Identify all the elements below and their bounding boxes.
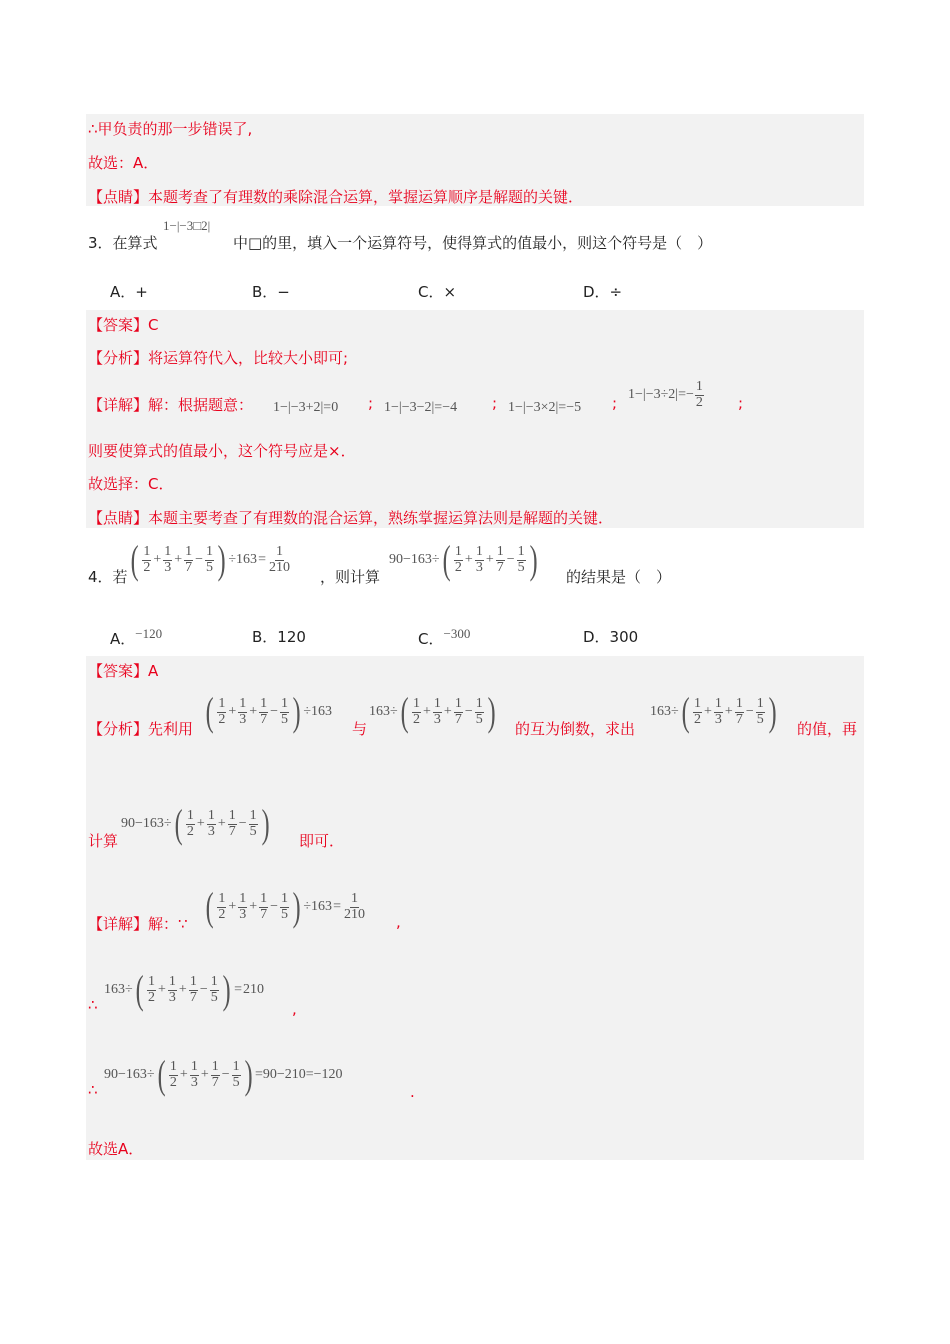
- q4-detail-prefix: 【详解】解：∵: [88, 915, 188, 933]
- q2-choice-line: 故选：A．: [88, 154, 159, 172]
- q3-detail-eq1: 1−|−3+2|=0: [273, 400, 339, 415]
- q4-stem-mid: ，则计算: [320, 568, 381, 586]
- q3-detail-eq2: 1−|−3−2|=−4: [384, 400, 458, 415]
- q4-stem-compute: 90−163÷ ( $\frac{1}{2}$ + $\frac{1}{3}$ + $\frac{1}{7}$ − $\frac{1}{5}$ ): [389, 537, 538, 582]
- q4-detail-therefore-1: ∴: [88, 996, 98, 1014]
- q3-comment: 【点睛】本题主要考查了有理数的混合运算，熟练掌握运算法则是解题的关键．: [88, 509, 614, 527]
- q4-answer: 【答案】A: [88, 662, 159, 680]
- q4-detail-therefore-2: ∴: [88, 1081, 98, 1099]
- q3-option-b[interactable]: B．−: [252, 283, 290, 301]
- q3-option-c[interactable]: C．×: [418, 283, 457, 301]
- q4-analysis-yu: 与: [352, 720, 368, 738]
- q3-option-d[interactable]: D．÷: [583, 283, 623, 301]
- q3-detail-eq3: 1−|−3×2|=−5: [508, 400, 582, 415]
- q3-semicolon-1: ;: [368, 394, 374, 412]
- q3-semicolon-2: ;: [492, 394, 498, 412]
- q4-detail-comma-2: ,: [292, 1000, 297, 1018]
- q3-stem-suffix: 中□的里，填入一个运算符号，使得算式的值最小，则这个符号是（ ）: [233, 234, 713, 252]
- q4-stem-prefix: 4．若: [88, 568, 128, 586]
- q3-stem-math: 1−|−3□2|: [163, 218, 211, 233]
- q4-analysis-prefix: 【分析】先利用: [88, 720, 194, 738]
- q3-option-a[interactable]: A．+: [110, 283, 148, 301]
- q4-detail-comma-1: ,: [396, 913, 401, 931]
- q3-detail-prefix: 【详解】解：根据题意：: [88, 396, 254, 414]
- q3-analysis: 【分析】将运算符代入，比较大小即可;: [88, 349, 349, 367]
- q4-analysis-end: 的值，再: [797, 720, 858, 738]
- q4-option-d[interactable]: D．300: [583, 628, 639, 646]
- q4-detail-given: ( $\frac{1}{2}$ + $\frac{1}{3}$ + $\frac{1}{7}$ − $\frac{1}{5}$ ) ÷163 = $\frac{1}{210}$: [205, 884, 365, 929]
- q4-option-b[interactable]: B．120: [252, 628, 306, 646]
- q4-option-a[interactable]: A．−120: [110, 626, 163, 648]
- q4-stem-suffix: 的结果是（ ）: [566, 568, 672, 586]
- q3-conclusion: 则要使算式的值最小，这个符号应是×．: [88, 442, 356, 460]
- q4-stem-given: ( $\frac{1}{2}$ + $\frac{1}{3}$ + $\frac{1}{7}$ − $\frac{1}{5}$ ) ÷163 = $\frac{1}{210}$: [130, 537, 290, 582]
- solution-block-q3: [86, 310, 864, 528]
- q4-choose: 故选A．: [88, 1140, 144, 1158]
- q4-analysis-mid: 的互为倒数，求出: [515, 720, 636, 738]
- q4-option-c[interactable]: C．−300: [418, 626, 471, 648]
- q3-stem-prefix: 3．在算式: [88, 234, 158, 252]
- q3-answer: 【答案】C: [88, 316, 159, 334]
- q4-detail-step3: 90−163÷ ( $\frac{1}{2}$ + $\frac{1}{3}$ + $\frac{1}{7}$ − $\frac{1}{5}$ ) =90−210=−120: [104, 1052, 343, 1097]
- q3-semicolon-3: ;: [612, 394, 618, 412]
- q4-detail-step2: 163÷ ( $\frac{1}{2}$ + $\frac{1}{3}$ + $\frac{1}{7}$ − $\frac{1}{5}$ ) = 210: [104, 967, 264, 1012]
- q4-analysis-line2-prefix: 计算: [88, 832, 119, 850]
- q4-analysis-expr3: 163÷ ( $\frac{1}{2}$ + $\frac{1}{3}$ + $\frac{1}{7}$ − $\frac{1}{5}$ ): [650, 689, 777, 734]
- q3-detail-eq4: 1−|−3÷2|=− $\frac{1}{2}$: [628, 379, 703, 410]
- q4-analysis-line2-suffix: 即可．: [299, 832, 345, 850]
- q4-analysis-expr2: 163÷ ( $\frac{1}{2}$ + $\frac{1}{3}$ + $\frac{1}{7}$ − $\frac{1}{5}$ ): [369, 689, 496, 734]
- q4-analysis-expr1: ( $\frac{1}{2}$ + $\frac{1}{3}$ + $\frac{1}{7}$ − $\frac{1}{5}$ ) ÷163: [205, 689, 333, 734]
- q3-semicolon-4: ;: [738, 394, 744, 412]
- q3-choose: 故选择：C．: [88, 475, 174, 493]
- q4-analysis-expr4: 90−163÷ ( $\frac{1}{2}$ + $\frac{1}{3}$ + $\frac{1}{7}$ − $\frac{1}{5}$ ): [121, 801, 270, 846]
- q2-therefore-line: ∴甲负责的那一步错误了,: [88, 120, 253, 138]
- q2-comment-line: 【点睛】本题考查了有理数的乘除混合运算，掌握运算顺序是解题的关键．: [88, 188, 584, 206]
- q4-detail-period: .: [410, 1083, 415, 1101]
